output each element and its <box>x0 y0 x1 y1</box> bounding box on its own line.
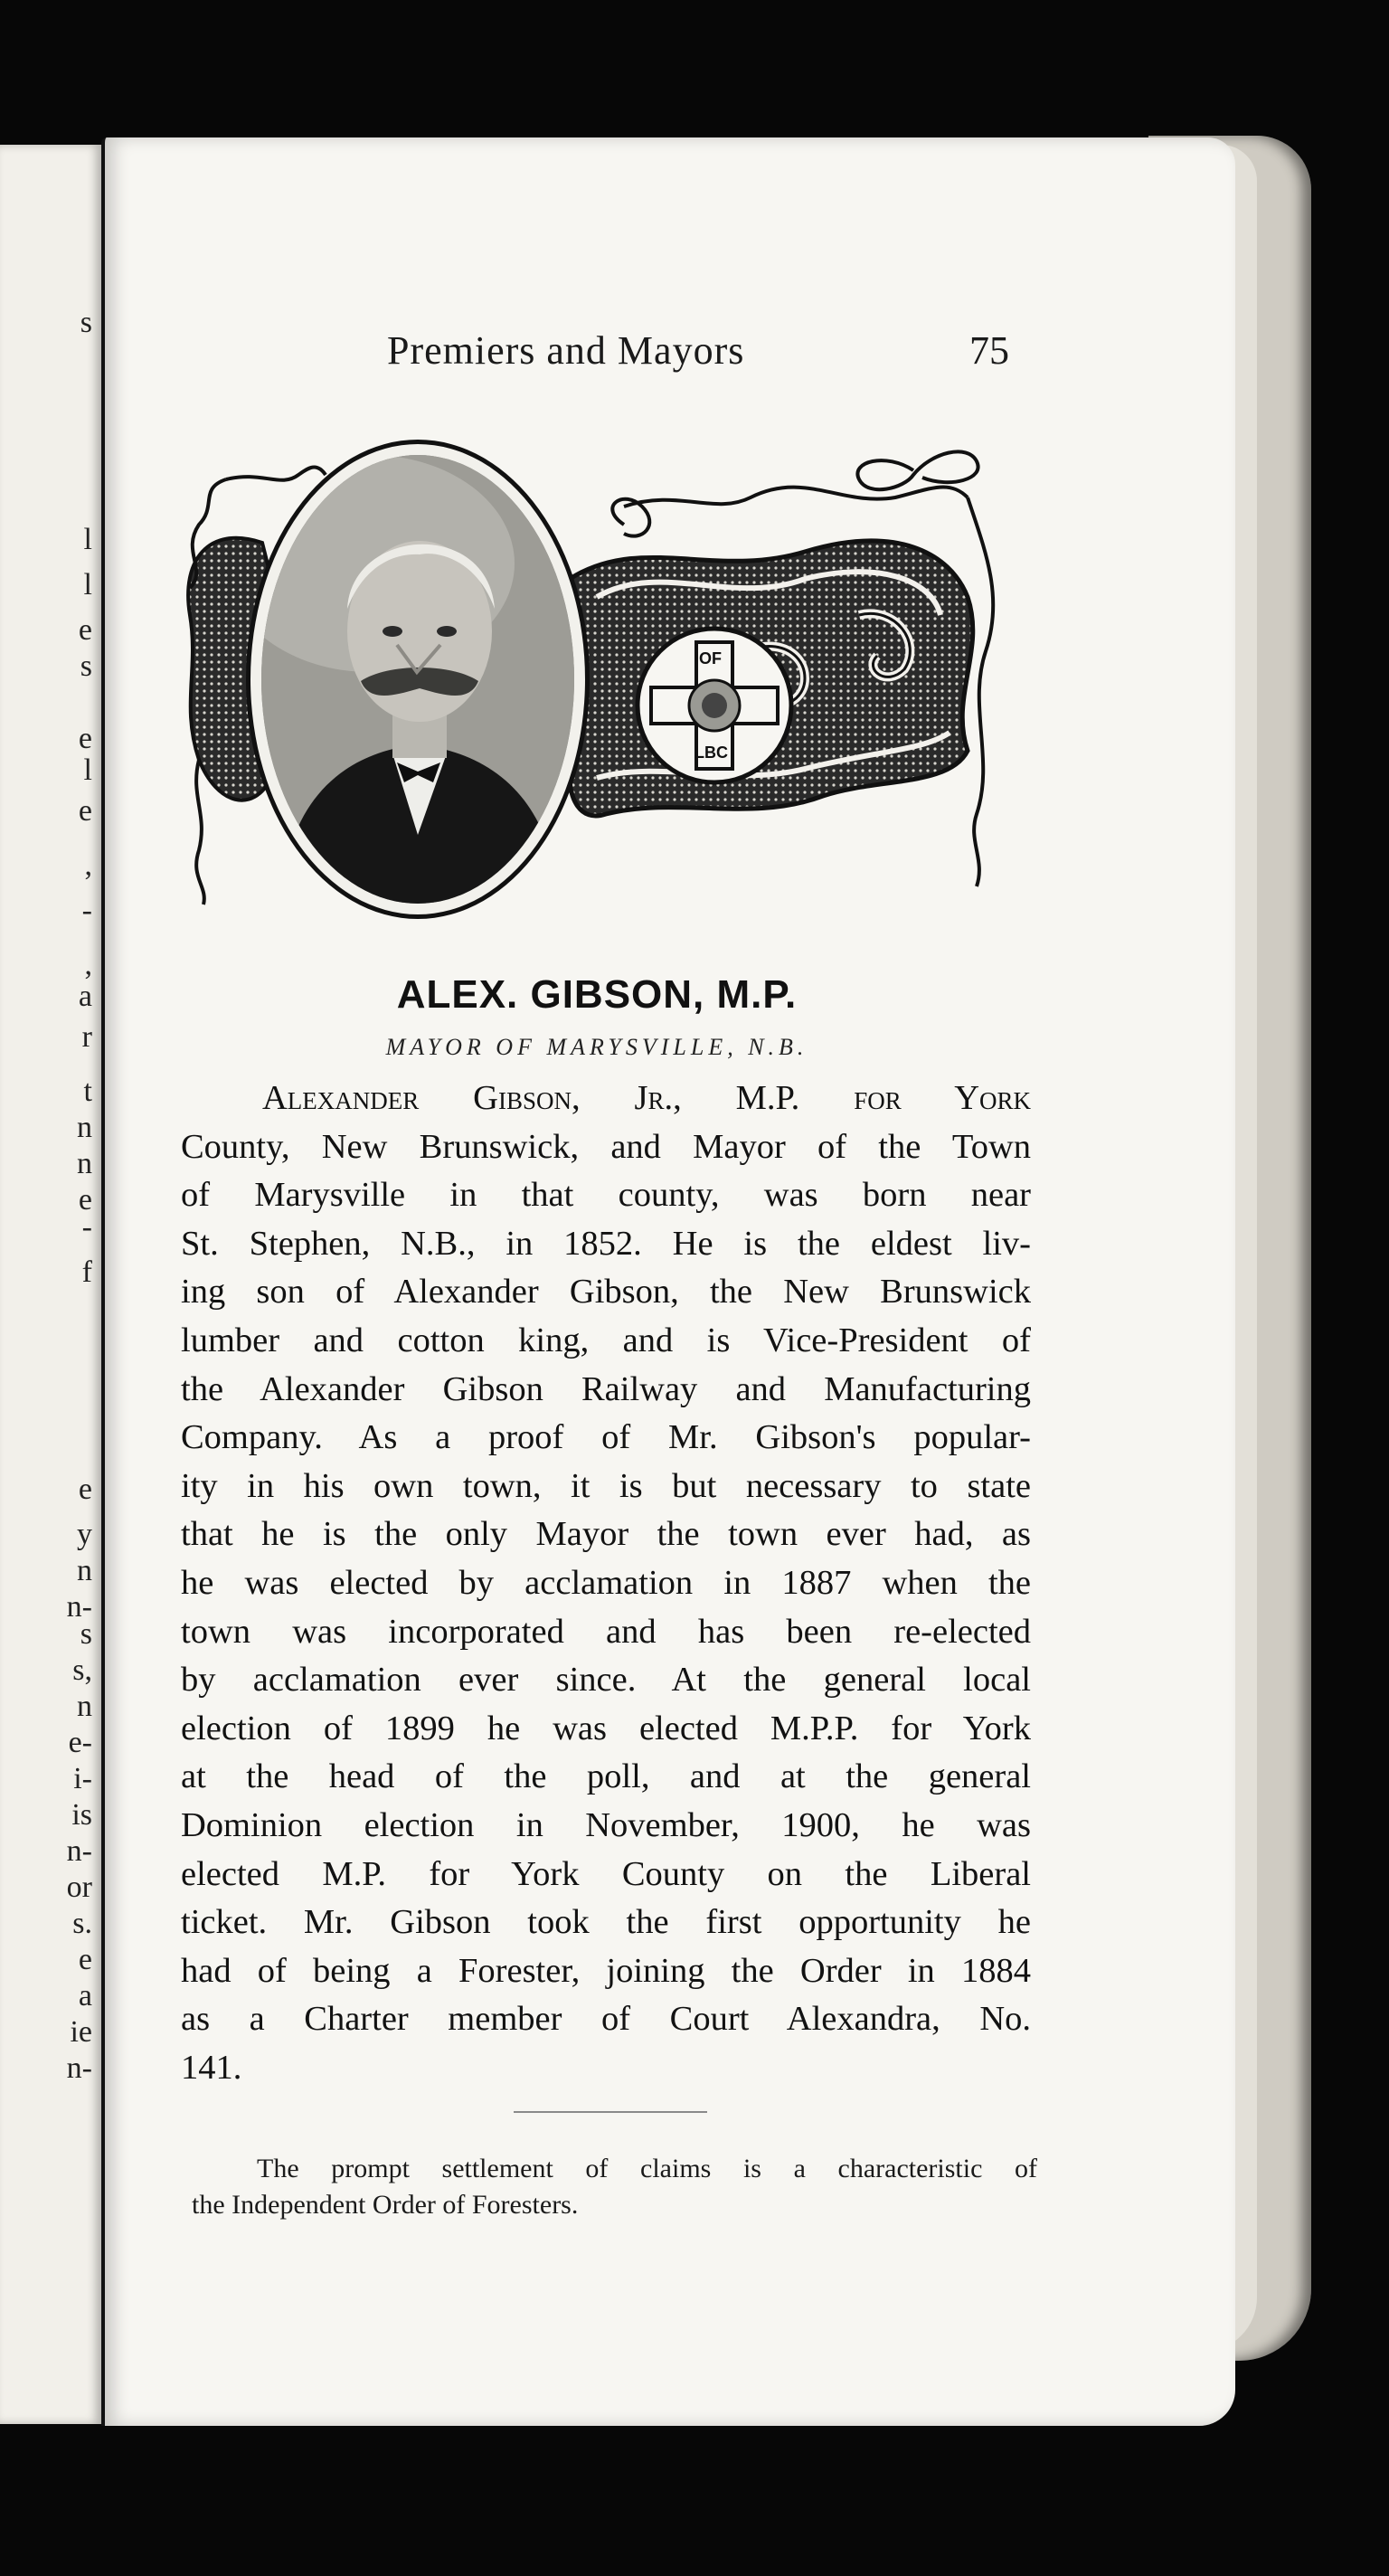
emblem-bottom-text: LBC <box>694 743 728 762</box>
previous-page-fragment: or <box>66 1870 92 1904</box>
previous-page-fragment: a <box>78 980 92 1013</box>
body-line: Alexander Gibson, Jr., M.P. for York <box>262 1079 1031 1117</box>
body-line: St. Stephen, N.B., in 1852. He is the eldest liv- <box>181 1224 1031 1263</box>
previous-page-fragment: r <box>81 1020 92 1054</box>
body-line: as a Charter member of Court Alexandra, No. <box>181 2000 1031 2039</box>
previous-page-fragment: i- <box>73 1762 92 1795</box>
previous-page-fragment: s <box>80 306 92 339</box>
body-line: of Marysville in that county, was born near <box>181 1176 1031 1215</box>
previous-page-fragment: l <box>83 523 92 556</box>
previous-page-fragment: ie <box>70 2015 92 2049</box>
body-line: County, New Brunswick, and Mayor of the Town <box>181 1127 1031 1166</box>
previous-page-fragment: s, <box>72 1653 92 1687</box>
previous-page-fragment: l <box>83 568 92 601</box>
previous-page-fragment: e <box>78 1943 92 1976</box>
article-subtitle: MAYOR OF MARYSVILLE, N.B. <box>385 1034 808 1060</box>
section-rule <box>514 2111 707 2113</box>
body-line: by acclamation ever since. At the general local <box>181 1661 1031 1700</box>
previous-page-fragment: - <box>81 1210 92 1244</box>
emblem-top-text: IOF <box>694 649 722 668</box>
body-line: that he is the only Mayor the town ever had, as <box>181 1515 1031 1554</box>
portrait-oval-frame <box>246 440 590 919</box>
previous-page-fragment: l <box>83 753 92 787</box>
body-line: Company. As a proof of Mr. Gibson's popular- <box>181 1418 1031 1457</box>
body-line: ity in his own town, it is but necessary to state <box>181 1466 1031 1505</box>
portrait-photograph <box>261 455 574 904</box>
previous-page-fragment: e- <box>68 1726 92 1759</box>
previous-page-fragment: e <box>78 1473 92 1506</box>
body-line: lumber and cotton king, and is Vice-President of <box>181 1321 1031 1359</box>
footnote-line-2: the Independent Order of Foresters. <box>192 2190 579 2220</box>
previous-page-fragment: s. <box>72 1907 92 1940</box>
previous-page-fragment: f <box>81 1255 92 1289</box>
body-line: elected M.P. for York County on the Liberal <box>181 1854 1031 1893</box>
previous-page-fragment: e <box>78 722 92 755</box>
previous-page-fragment: n <box>77 1111 92 1144</box>
running-head <box>288 327 1011 382</box>
previous-page-fragment: n <box>77 1554 92 1587</box>
previous-page-fragment: e <box>78 1183 92 1217</box>
footnote <box>192 2151 1037 2223</box>
body-line: 141. <box>181 2048 242 2087</box>
previous-page-fragment: n <box>77 1690 92 1723</box>
body-line: ing son of Alexander Gibson, the New Brunswick <box>181 1273 1031 1312</box>
page-number: 75 <box>969 328 1009 373</box>
previous-page-fragment: n- <box>66 1590 92 1624</box>
article-body <box>181 1075 1031 2092</box>
previous-page-fragment: y <box>77 1518 92 1551</box>
decorative-banner <box>172 434 1013 941</box>
previous-page-fragment: e <box>78 613 92 647</box>
previous-page-fragment: , <box>84 948 92 981</box>
article-title: ALEX. GIBSON, M.P. <box>396 972 798 1017</box>
previous-page-edge <box>0 145 101 2424</box>
previous-page-fragment: is <box>71 1798 92 1832</box>
previous-page-fragment: s <box>80 649 92 683</box>
previous-page-fragment: s <box>80 1617 92 1651</box>
previous-page-fragment: , <box>84 848 92 882</box>
body-line: ticket. Mr. Gibson took the first opportunity he <box>181 1903 1031 1942</box>
previous-page-text-fragments <box>0 145 101 2424</box>
portrait-figure <box>261 455 574 904</box>
body-line: the Alexander Gibson Railway and Manufacturing <box>181 1369 1031 1408</box>
body-line: he was elected by acclamation in 1887 when the <box>181 1563 1031 1602</box>
body-line: Dominion election in November, 1900, he was <box>181 1805 1031 1844</box>
previous-page-fragment: n <box>77 1147 92 1180</box>
body-line: election of 1899 he was elected M.P.P. for York <box>181 1709 1031 1747</box>
previous-page-fragment: n- <box>66 2051 92 2085</box>
previous-page-fragment: t <box>83 1075 92 1108</box>
previous-page-fragment: e <box>78 794 92 828</box>
previous-page-fragment: a <box>78 1979 92 2012</box>
running-head-title: Premiers and Mayors <box>387 328 745 373</box>
body-line: had of being a Forester, joining the Order in 1884 <box>181 1951 1031 1990</box>
footnote-line-1: The prompt settlement of claims is a characteristic of <box>257 2154 1037 2183</box>
previous-page-fragment: - <box>81 894 92 927</box>
body-line: at the head of the poll, and at the general <box>181 1757 1031 1796</box>
body-line: town was incorporated and has been re-elected <box>181 1612 1031 1651</box>
previous-page-fragment: n- <box>66 1834 92 1868</box>
